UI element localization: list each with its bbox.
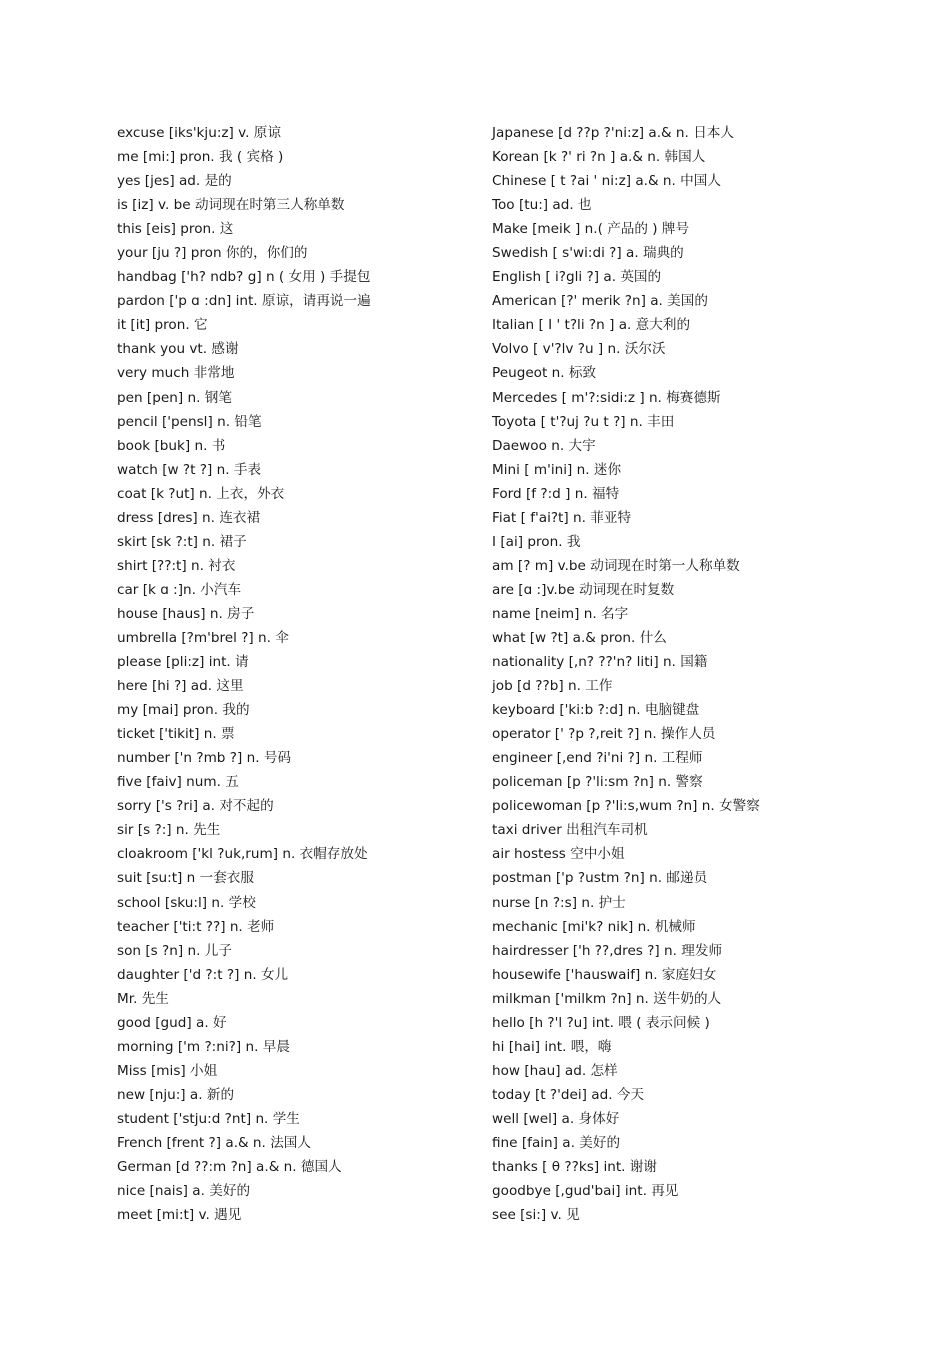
vocabulary-entry: book [buk] n. 书 — [117, 437, 226, 454]
vocabulary-entry: policeman [p ?'li:sm ?n] n. 警察 — [492, 774, 703, 791]
vocabulary-entry: well [wel] a. 身体好 — [492, 1110, 620, 1127]
vocabulary-entry: Make [meik ] n.( 产品的 ) 牌号 — [492, 221, 690, 238]
vocabulary-entry: house [haus] n. 房子 — [117, 605, 255, 622]
vocabulary-entry: me [mi:] pron. 我 ( 宾格 ) — [117, 149, 284, 166]
vocabulary-entry: Too [tu:] ad. 也 — [492, 197, 592, 214]
right-vocabulary-column — [492, 121, 832, 1227]
vocabulary-entry: meet [mi:t] v. 遇见 — [117, 1207, 242, 1224]
vocabulary-entry: coat [k ?ut] n. 上衣，外衣 — [117, 485, 285, 502]
vocabulary-entry: thanks [ θ ??ks] int. 谢谢 — [492, 1159, 657, 1176]
vocabulary-entry: engineer [,end ?i'ni ?] n. 工程师 — [492, 750, 703, 767]
vocabulary-entry: Peugeot n. 标致 — [492, 365, 597, 382]
vocabulary-entry: I [ai] pron. 我 — [492, 533, 581, 550]
vocabulary-entry: job [d ??b] n. 工作 — [492, 678, 613, 695]
vocabulary-entry: good [gud] a. 好 — [117, 1014, 227, 1031]
vocabulary-entry: operator [' ?p ?,reit ?] n. 操作人员 — [492, 726, 716, 743]
vocabulary-entry: watch [w ?t ?] n. 手表 — [117, 461, 262, 478]
vocabulary-entry: air hostess 空中小姐 — [492, 846, 625, 863]
vocabulary-entry: Mercedes [ m'?:sidi:z ] n. 梅赛德斯 — [492, 389, 721, 406]
vocabulary-entry: my [mai] pron. 我的 — [117, 702, 250, 719]
vocabulary-entry: dress [dres] n. 连衣裙 — [117, 509, 261, 526]
vocabulary-entry: pardon ['p ɑ :dn] int. 原谅，请再说一遍 — [117, 293, 371, 310]
vocabulary-entry: English [ i?gli ?] a. 英国的 — [492, 269, 662, 286]
vocabulary-entry: Daewoo n. 大宇 — [492, 437, 596, 454]
vocabulary-entry: Chinese [ t ?ai ' ni:z] a.& n. 中国人 — [492, 173, 721, 190]
vocabulary-entry: nationality [,n? ??'n? liti] n. 国籍 — [492, 654, 708, 671]
vocabulary-entry: how [hau] ad. 怎样 — [492, 1062, 618, 1079]
vocabulary-entry: your [ju ?] pron 你的，你们的 — [117, 245, 308, 262]
vocabulary-entry: Swedish [ s'wi:di ?] a. 瑞典的 — [492, 245, 684, 262]
vocabulary-entry: skirt [sk ?:t] n. 裙子 — [117, 533, 247, 550]
vocabulary-entry: postman ['p ?ustm ?n] n. 邮递员 — [492, 870, 708, 887]
vocabulary-entry: pencil ['pensl] n. 铅笔 — [117, 413, 262, 430]
vocabulary-entry: daughter ['d ?:t ?] n. 女儿 — [117, 966, 289, 983]
vocabulary-entry: Mini [ m'ini] n. 迷你 — [492, 461, 622, 478]
vocabulary-entry: are [ɑ :]v.be 动词现在时复数 — [492, 581, 675, 598]
vocabulary-entry: five [faiv] num. 五 — [117, 774, 239, 791]
vocabulary-entry: Ford [f ?:d ] n. 福特 — [492, 485, 620, 502]
vocabulary-entry: Volvo [ v'?lv ?u ] n. 沃尔沃 — [492, 341, 666, 358]
vocabulary-entry: Korean [k ?' ri ?n ] a.& n. 韩国人 — [492, 149, 706, 166]
vocabulary-entry: fine [fain] a. 美好的 — [492, 1134, 621, 1151]
vocabulary-entry: Japanese [d ??p ?'ni:z] a.& n. 日本人 — [492, 125, 734, 141]
vocabulary-entry: goodbye [,gud'bai] int. 再见 — [492, 1183, 679, 1200]
vocabulary-entry: French [frent ?] a.& n. 法国人 — [117, 1134, 311, 1151]
vocabulary-entry: see [si:] v. 见 — [492, 1207, 580, 1224]
vocabulary-entry: Italian [ I ' t?li ?n ] a. 意大利的 — [492, 317, 691, 334]
vocabulary-entry: hello [h ?'l ?u] int. 喂 ( 表示问候 ) — [492, 1014, 710, 1031]
vocabulary-entry: son [s ?n] n. 儿子 — [117, 942, 232, 959]
vocabulary-entry: this [eis] pron. 这 — [117, 221, 234, 238]
vocabulary-entry: nice [nais] a. 美好的 — [117, 1183, 251, 1200]
vocabulary-entry: student ['stju:d ?nt] n. 学生 — [117, 1110, 300, 1127]
vocabulary-entry: shirt [??:t] n. 衬衣 — [117, 557, 236, 574]
vocabulary-entry: it [it] pron. 它 — [117, 317, 208, 334]
vocabulary-entry: mechanic [mi'k? nik] n. 机械师 — [492, 918, 696, 935]
vocabulary-entry: excuse [iks'kju:z] v. 原谅 — [117, 125, 281, 141]
vocabulary-entry: here [hi ?] ad. 这里 — [117, 678, 244, 695]
vocabulary-entry: school [sku:l] n. 学校 — [117, 894, 256, 911]
vocabulary-entry: name [neim] n. 名字 — [492, 605, 629, 622]
vocabulary-entry: Mr. 先生 — [117, 990, 169, 1007]
vocabulary-entry: taxi driver 出租汽车司机 — [492, 822, 648, 839]
vocabulary-entry: please [pli:z] int. 请 — [117, 654, 249, 671]
vocabulary-entry: nurse [n ?:s] n. 护士 — [492, 894, 626, 911]
vocabulary-entry: keyboard ['ki:b ?:d] n. 电脑键盘 — [492, 702, 700, 719]
vocabulary-entry: ticket ['tikit] n. 票 — [117, 726, 235, 743]
vocabulary-entry: morning ['m ?:ni?] n. 早晨 — [117, 1038, 290, 1055]
vocabulary-entry: housewife ['hauswaif] n. 家庭妇女 — [492, 966, 717, 983]
vocabulary-entry: hi [hai] int. 喂，嗨 — [492, 1038, 612, 1055]
vocabulary-entry: what [w ?t] a.& pron. 什么 — [492, 629, 667, 646]
vocabulary-entry: very much 非常地 — [117, 365, 235, 382]
vocabulary-entry: new [nju:] a. 新的 — [117, 1086, 235, 1103]
vocabulary-entry: Toyota [ t'?uj ?u t ?] n. 丰田 — [492, 413, 675, 430]
vocabulary-entry: German [d ??:m ?n] a.& n. 德国人 — [117, 1159, 342, 1176]
vocabulary-entry: number ['n ?mb ?] n. 号码 — [117, 750, 292, 767]
vocabulary-entry: Miss [mis] 小姐 — [117, 1062, 218, 1079]
vocabulary-entry: cloakroom ['kl ?uk,rum] n. 衣帽存放处 — [117, 846, 368, 863]
left-vocabulary-column — [117, 121, 457, 1227]
vocabulary-entry: milkman ['milkm ?n] n. 送牛奶的人 — [492, 990, 722, 1007]
vocabulary-entry: is [iz] v. be 动词现在时第三人称单数 — [117, 197, 345, 214]
vocabulary-entry: suit [su:t] n 一套衣服 — [117, 870, 254, 887]
vocabulary-entry: Fiat [ f'ai?t] n. 菲亚特 — [492, 509, 632, 526]
vocabulary-entry: yes [jes] ad. 是的 — [117, 173, 232, 190]
vocabulary-entry: American [?' merik ?n] a. 美国的 — [492, 293, 708, 310]
vocabulary-entry: thank you vt. 感谢 — [117, 341, 239, 358]
vocabulary-entry: policewoman [p ?'li:s,wum ?n] n. 女警察 — [492, 798, 760, 815]
vocabulary-entry: car [k ɑ :]n. 小汽车 — [117, 581, 242, 598]
vocabulary-entry: am [? m] v.be 动词现在时第一人称单数 — [492, 557, 740, 574]
vocabulary-entry: hairdresser ['h ??,dres ?] n. 理发师 — [492, 942, 723, 959]
vocabulary-entry: sorry ['s ?ri] a. 对不起的 — [117, 798, 274, 815]
vocabulary-entry: umbrella [?m'brel ?] n. 伞 — [117, 629, 289, 646]
vocabulary-entry: teacher ['ti:t ??] n. 老师 — [117, 918, 275, 935]
vocabulary-entry: handbag ['h? ndb? g] n ( 女用 ) 手提包 — [117, 269, 371, 286]
vocabulary-entry: sir [s ?:] n. 先生 — [117, 822, 221, 839]
vocabulary-entry: pen [pen] n. 钢笔 — [117, 389, 232, 406]
vocabulary-entry: today [t ?'dei] ad. 今天 — [492, 1086, 645, 1103]
